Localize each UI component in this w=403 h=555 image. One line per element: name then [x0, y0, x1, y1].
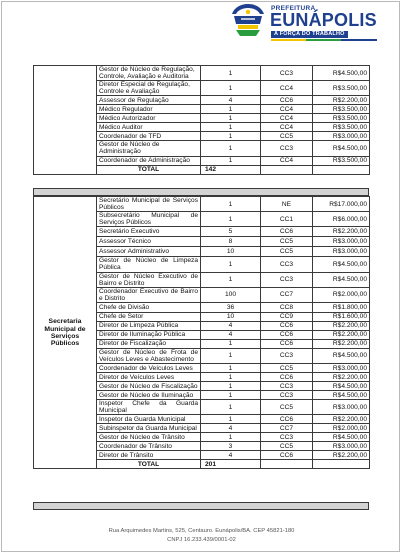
quantity-cell: 4: [201, 330, 261, 339]
cc-level-cell: CC6: [261, 339, 313, 348]
quantity-cell: 1: [201, 415, 261, 424]
cc-level-cell: CC8: [261, 302, 313, 312]
salary-cell: R$1.800,00: [313, 302, 370, 312]
salary-cell: R$3.500,00: [313, 114, 370, 123]
cc-level-cell: CC3: [261, 257, 313, 272]
position-title-cell: Diretor de Fiscalização: [97, 339, 201, 348]
position-title-cell: Diretor de Iluminação Pública: [97, 330, 201, 339]
empty-cell: [261, 165, 313, 174]
cc-level-cell: CC7: [261, 287, 313, 302]
cc-level-cell: CC6: [261, 415, 313, 424]
position-title-cell: Inspetor Chefe da Guarda Municipal: [97, 400, 201, 415]
cc-level-cell: CC5: [261, 247, 313, 257]
position-title-cell: Coordenador Executivo de Bairro e Distrito: [97, 287, 201, 302]
salary-cell: R$1.600,00: [313, 312, 370, 321]
quantity-cell: 3: [201, 442, 261, 451]
position-title-cell: Diretor Especial de Regulação, Controle e Avaliação: [97, 81, 201, 96]
salary-cell: R$4.500,00: [313, 348, 370, 363]
cc-level-cell: CC6: [261, 227, 313, 237]
cc-level-cell: CC4: [261, 105, 313, 114]
cc-level-cell: CC5: [261, 442, 313, 451]
position-title-cell: Subinspetor da Guarda Municipal: [97, 424, 201, 433]
salary-cell: R$2.200,00: [313, 339, 370, 348]
quantity-cell: 100: [201, 287, 261, 302]
table-separator: [33, 188, 369, 196]
salary-cell: R$3.500,00: [313, 105, 370, 114]
position-title-cell: Médico Auditor: [97, 123, 201, 132]
cc-level-cell: CC3: [261, 141, 313, 156]
salary-cell: R$3.000,00: [313, 132, 370, 141]
salary-cell: R$2.200,00: [313, 415, 370, 424]
total-value-cell: 142: [201, 165, 261, 174]
logo-tagline: A FORÇA DO TRABALHO: [271, 31, 348, 38]
quantity-cell: 4: [201, 451, 261, 460]
quantity-cell: 1: [201, 81, 261, 96]
quantity-cell: 4: [201, 424, 261, 433]
cc-level-cell: CC3: [261, 382, 313, 391]
cc-level-cell: CC6: [261, 330, 313, 339]
quantity-cell: 1: [201, 141, 261, 156]
salary-cell: R$3.000,00: [313, 442, 370, 451]
total-label-cell: TOTAL: [97, 460, 201, 469]
cc-level-cell: CC6: [261, 373, 313, 382]
quantity-cell: 36: [201, 302, 261, 312]
quantity-cell: 1: [201, 400, 261, 415]
salary-cell: R$4.500,00: [313, 272, 370, 287]
cc-level-cell: CC6: [261, 321, 313, 330]
cc-level-cell: CC4: [261, 123, 313, 132]
position-title-cell: Diretor de Limpeza Pública: [97, 321, 201, 330]
salary-cell: R$4.500,00: [313, 382, 370, 391]
position-title-cell: Inspetor da Guarda Municipal: [97, 415, 201, 424]
salary-cell: R$2.200,00: [313, 373, 370, 382]
cc-level-cell: CC6: [261, 96, 313, 105]
quantity-cell: 1: [201, 212, 261, 227]
salary-cell: R$3.500,00: [313, 81, 370, 96]
total-label-cell: TOTAL: [97, 165, 201, 174]
quantity-cell: 1: [201, 272, 261, 287]
position-title-cell: Coordenador de TFD: [97, 132, 201, 141]
cc-level-cell: CC9: [261, 312, 313, 321]
salary-cell: R$2.000,00: [313, 424, 370, 433]
salary-cell: R$6.000,00: [313, 212, 370, 227]
footer-cnpj: CNPJ 16.233.439/0001-02: [167, 537, 236, 543]
quantity-cell: 1: [201, 382, 261, 391]
position-title-cell: Assessor de Regulação: [97, 96, 201, 105]
position-title-cell: Coordenador de Veículos Leves: [97, 364, 201, 373]
quantity-cell: 10: [201, 312, 261, 321]
quantity-cell: 4: [201, 321, 261, 330]
cc-level-cell: CC6: [261, 451, 313, 460]
city-emblem-icon: [228, 2, 268, 42]
cc-level-cell: NE: [261, 197, 313, 212]
quantity-cell: 5: [201, 227, 261, 237]
cc-level-cell: CC3: [261, 66, 313, 81]
cc-level-cell: CC3: [261, 272, 313, 287]
position-title-cell: Coordenador de Administração: [97, 156, 201, 165]
prefeitura-logo: [228, 2, 378, 44]
salary-cell: R$2.200,00: [313, 227, 370, 237]
quantity-cell: 10: [201, 247, 261, 257]
cc-level-cell: CC5: [261, 400, 313, 415]
cc-level-cell: CC3: [261, 391, 313, 400]
salary-cell: R$4.500,00: [313, 66, 370, 81]
salary-cell: R$3.500,00: [313, 123, 370, 132]
table-row: [34, 66, 370, 81]
salary-cell: R$2.200,00: [313, 96, 370, 105]
total-value-cell: 201: [201, 460, 261, 469]
quantity-cell: 1: [201, 66, 261, 81]
quantity-cell: 8: [201, 237, 261, 247]
quantity-cell: 1: [201, 433, 261, 442]
empty-cell: [313, 165, 370, 174]
department-cell: Secretaria Municipal de Serviços Públicos: [34, 197, 97, 469]
position-title-cell: Diretor de Veículos Leves: [97, 373, 201, 382]
department-cell: [34, 66, 97, 175]
salary-cell: R$4.500,00: [313, 391, 370, 400]
quantity-cell: 1: [201, 114, 261, 123]
position-title-cell: Chefe de Setor: [97, 312, 201, 321]
cc-level-cell: CC1: [261, 212, 313, 227]
salary-cell: R$2.200,00: [313, 451, 370, 460]
position-title-cell: Coordenador de Trânsito: [97, 442, 201, 451]
salary-cell: R$2.200,00: [313, 321, 370, 330]
position-title-cell: Gestor de Núcleo de Trânsito: [97, 433, 201, 442]
table-row: [34, 197, 370, 212]
position-title-cell: Gestor de Núcleo de Iluminação: [97, 391, 201, 400]
position-title-cell: Secretário Executivo: [97, 227, 201, 237]
position-title-cell: Assessor Técnico: [97, 237, 201, 247]
logo-color-stripe: [271, 39, 377, 41]
cc-level-cell: CC4: [261, 114, 313, 123]
salary-cell: R$2.000,00: [313, 287, 370, 302]
cc-level-cell: CC3: [261, 433, 313, 442]
quantity-cell: 1: [201, 348, 261, 363]
footer-address: Rua Arquimedes Martins, 525, Centauro. Eunápolis/BA. CEP 45821-180: [108, 528, 295, 534]
salary-cell: R$4.500,00: [313, 257, 370, 272]
position-title-cell: Gestor de Núcleo de Administração: [97, 141, 201, 156]
position-title-cell: Gestor de Núcleo de Frota de Veículos Leves e Abastecimento: [97, 348, 201, 363]
quantity-cell: 1: [201, 105, 261, 114]
cc-level-cell: CC3: [261, 348, 313, 363]
position-title-cell: Gestor de Núcleo de Regulação, Controle, Avaliação e Auditoria: [97, 66, 201, 81]
cc-level-cell: CC5: [261, 132, 313, 141]
quantity-cell: 4: [201, 96, 261, 105]
salary-cell: R$3.500,00: [313, 156, 370, 165]
quantity-cell: 1: [201, 257, 261, 272]
salary-cell: R$3.000,00: [313, 400, 370, 415]
position-title-cell: Subsecretário Municipal de Serviços Públicos: [97, 212, 201, 227]
quantity-cell: 1: [201, 123, 261, 132]
salary-cell: R$2.200,00: [313, 330, 370, 339]
cc-level-cell: CC4: [261, 156, 313, 165]
quantity-cell: 1: [201, 391, 261, 400]
salary-cell: R$3.000,00: [313, 364, 370, 373]
position-title-cell: Médico Autorizador: [97, 114, 201, 123]
empty-cell: [313, 460, 370, 469]
quantity-cell: 1: [201, 364, 261, 373]
quantity-cell: 1: [201, 197, 261, 212]
salary-cell: R$3.000,00: [313, 237, 370, 247]
quantity-cell: 1: [201, 132, 261, 141]
table-separator-bottom: [33, 502, 369, 510]
empty-cell: [261, 460, 313, 469]
cc-level-cell: CC5: [261, 237, 313, 247]
positions-table-servicos-publicos: [33, 196, 370, 469]
position-title-cell: Diretor de Trânsito: [97, 451, 201, 460]
quantity-cell: 1: [201, 156, 261, 165]
position-title-cell: Gestor de Núcleo Executivo de Bairro e Distrito: [97, 272, 201, 287]
salary-cell: R$3.000,00: [313, 247, 370, 257]
position-title-cell: Assessor Administrativo: [97, 247, 201, 257]
positions-table-previous-department: [33, 65, 370, 175]
position-title-cell: Médico Regulador: [97, 105, 201, 114]
logo-prefeitura-text: PREFEITURA: [271, 5, 316, 12]
cc-level-cell: CC7: [261, 424, 313, 433]
quantity-cell: 1: [201, 373, 261, 382]
salary-cell: R$4.500,00: [313, 141, 370, 156]
cc-level-cell: CC4: [261, 81, 313, 96]
salary-cell: R$4.500,00: [313, 433, 370, 442]
position-title-cell: Gestor de Núcleo de Limpeza Pública: [97, 257, 201, 272]
quantity-cell: 1: [201, 339, 261, 348]
position-title-cell: Secretário Municipal de Serviços Públicos: [97, 197, 201, 212]
cc-level-cell: CC5: [261, 364, 313, 373]
logo-city-name: EUNÁPOLIS: [270, 10, 377, 30]
position-title-cell: Gestor de Núcleo de Fiscalização: [97, 382, 201, 391]
position-title-cell: Chefe de Divisão: [97, 302, 201, 312]
salary-cell: R$17.000,00: [313, 197, 370, 212]
